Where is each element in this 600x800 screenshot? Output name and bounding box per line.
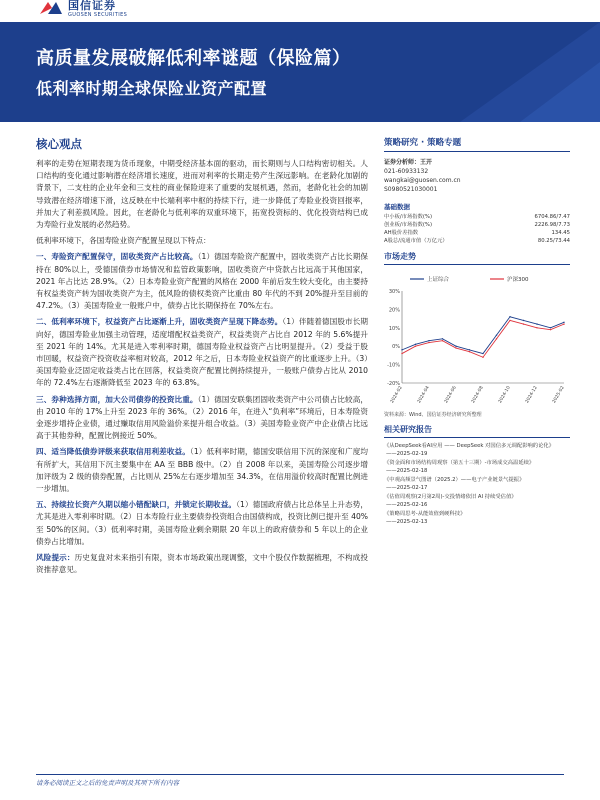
related-report-date: ——2025-02-17 — [386, 485, 428, 491]
data-point — [509, 316, 510, 317]
data-row — [384, 237, 570, 245]
data-point — [428, 340, 429, 341]
top-bar — [0, 0, 600, 22]
data-point — [401, 353, 402, 354]
point-paragraph — [36, 446, 368, 495]
x-tick-label: 2024-08 — [470, 385, 485, 405]
report-subtitle: 低利率时期全球保险业资产配置 — [36, 79, 268, 98]
related-report-link[interactable]: 《估值周观察(2月第2周)-交投情绪依旧 AI 持续受估值》 — [384, 494, 517, 500]
data-point — [469, 351, 470, 352]
brand-logo — [38, 0, 127, 20]
analyst-license: S0980521030001 — [384, 186, 438, 193]
data-point — [415, 344, 416, 345]
legend-label: 沪深300 — [507, 277, 529, 283]
analyst-phone: 021-60933132 — [384, 168, 429, 175]
data-point — [415, 346, 416, 347]
x-tick-label: 2024-04 — [416, 385, 431, 405]
data-point — [550, 327, 551, 328]
section-title: 核心观点 — [36, 137, 82, 151]
data-point — [482, 353, 483, 354]
legend-label: 上证综合 — [427, 277, 450, 283]
analyst-email[interactable]: wangkai@guosen.com.cn — [384, 177, 461, 184]
title-banner — [0, 22, 600, 122]
point-heading: 一、寿险资产配置保守，固收类资产占比较高。 — [36, 252, 198, 262]
data-value: 2226.98/7.73 — [534, 222, 570, 228]
related-report-link[interactable]: 《从DeepSeek看AI应用 —— DeepSeek 对国信多元调配影响的论化》 — [384, 443, 554, 449]
market-trend-chart — [384, 269, 570, 409]
series-line-0 — [402, 317, 564, 354]
related-report-date: ——2025-02-13 — [386, 519, 428, 525]
point-body: （1）低利率时期，德国安联信用下沉的深度和广度均有所扩大，其信用下沉主要集中在 AA 至 BBB 级中。（2）自 2008 年以来，美国寿险公司逐步增加评级为 2 级的债券配置，占比则从 25%左右逐步增加至 34.3%，在信用溢价较高时配置比例进一步增加。 — [36, 447, 368, 494]
data-label: A股总/流通市值（万亿元） — [384, 238, 448, 244]
related-report-link[interactable]: 《策略周思考-从能效值到硬科技》 — [384, 511, 466, 517]
page-footer — [0, 762, 600, 800]
point-heading: 二、低利率环境下，权益资产占比逐渐上升，固收类资产呈现下降态势。 — [36, 317, 283, 327]
related-reports-list — [384, 442, 570, 526]
point-heading: 三、券种选择方面，加大公司债券的投资比重。 — [36, 394, 198, 404]
risk-text: 历史复盘对未来指引有限，资本市场政策出现调整，文中个股仅作数据梳理，不构成投资推荐意见。 — [36, 553, 369, 575]
basic-data-title: 基础数据 — [384, 203, 410, 211]
data-point — [455, 347, 456, 348]
brand-name-cn: 国信证券 — [68, 0, 116, 12]
point-body: （1）德国政府债占比总体呈上升态势，尤其是进入零利率时期。（2）日本寿险行业主要债券投资组合由国债构成，投资比例已提升至 40%至 50%的区间。（3）低利率时期，美国寿险业剩余期限 20 年以上的政府债券和 5 年以上的企业债券占比增加。 — [36, 500, 369, 546]
data-point — [401, 349, 402, 350]
report-type: 策略研究 · 策略专题 — [384, 136, 570, 152]
report-title: 高质量发展破解低利率谜题（保险篇） — [36, 48, 351, 69]
lead-paragraph: 低利率环境下，各国寿险业资产配置呈现以下特点： — [36, 236, 211, 246]
series-line-1 — [402, 320, 564, 357]
point-body: （1）伴随着德国股市长期向好，德国寿险业加强主动管理，适度增配权益类资产，权益类资产占比自 2012 年的 5.6%提升至 2021 年的 14%。尤其是进入零利率时期，德国寿险业权益资产占比明显提升。（2）受益于股市回暖，权益资产投资收益率相对较高，2012 年之后，日本寿险业权益资产的比重逐步上升。（3）美国寿险业泛固定收益类占比在回落，权益类资产配置比例持续提升，一般账户债券占比从 2010 年的 72.4%左右逐渐降低至 2023 年的 63.8%。 — [36, 317, 369, 388]
x-tick-label: 2024-02 — [389, 385, 404, 405]
risk-paragraph — [36, 552, 368, 576]
related-report-date: ——2025-02-19 — [386, 451, 428, 457]
related-reports-title: 相关研究报告 — [384, 424, 570, 438]
data-point — [496, 334, 497, 335]
footer-divider — [36, 774, 564, 775]
data-point — [442, 340, 443, 341]
data-point — [536, 327, 537, 328]
related-report-link[interactable]: 《中观高频景气图谱（2025.2）——电子产业链景气提振》 — [384, 477, 525, 483]
data-point — [550, 329, 551, 330]
banner-decoration — [380, 22, 600, 122]
logo-mark-icon — [38, 0, 64, 16]
data-value: 80.25/73.44 — [537, 238, 570, 244]
y-tick-label: 10% — [388, 325, 400, 332]
chart-svg — [384, 269, 570, 409]
point-body: （1）德国寿险资产配置中，固收类资产占比长期保持在 80%以上，受德国债券市场情况和监管政策影响，固收类资产中贷款占比远高于其他国家，2021 年占比达 28.9%。（2）日本寿险业资产配置的风格在 2000 年前后发生较大变化，由主要持有权益类资产转为国收类资产为主，低风险的债权类资产比重由 80 年代的不到 20%提升至目前的 47.2%。（3）美国寿险业一般账户中，债券占比长期保持在 70%左右。 — [36, 252, 369, 311]
analyst-info — [384, 158, 570, 194]
data-label: AH股价差指数 — [384, 230, 419, 236]
data-row — [384, 221, 570, 229]
data-point — [482, 357, 483, 358]
brand-name-en: GUOSEN SECURITIES — [68, 12, 128, 18]
y-tick-label: -10% — [387, 362, 400, 369]
x-tick-label: 2024-10 — [497, 385, 512, 405]
data-label: 中小板/市场指数(%) — [384, 214, 433, 220]
data-point — [496, 338, 497, 339]
data-point — [536, 323, 537, 324]
related-report-date: ——2025-02-16 — [386, 502, 428, 508]
data-point — [442, 338, 443, 339]
x-tick-label: 2024-06 — [443, 385, 458, 405]
x-tick-label: 2024-12 — [524, 385, 539, 405]
analyst-name: 证券分析师：王开 — [384, 159, 433, 166]
point-paragraph — [36, 316, 368, 389]
sidebar — [384, 136, 570, 527]
disclaimer-text: 请务必阅读正文之后的免责声明及其项下所有内容 — [36, 779, 179, 787]
data-point — [428, 342, 429, 343]
data-point — [509, 320, 510, 321]
risk-label: 风险提示： — [36, 553, 75, 563]
market-trend-title: 市场走势 — [384, 251, 570, 265]
related-report-date: ——2025-02-18 — [386, 468, 428, 474]
y-tick-label: -20% — [387, 381, 400, 387]
point-body: （1）德国安联集团固收类资产中公司债占比较高，由 2010 年的 17%上升至 2023 年的 36%。（2）2016 年，在进入“负利率”环境后，日本寿险资金逐步增持企业债，通过赚取信用风险溢价来提升组合收益。（3）美国寿险业资产中企业债占比远高于其他券种，配置比例接近 50%。 — [36, 394, 369, 441]
data-label: 创业板/市场指数(%) — [384, 222, 433, 228]
data-point — [563, 323, 564, 324]
data-point — [469, 349, 470, 350]
y-tick-label: 0% — [392, 344, 400, 351]
data-point — [523, 320, 524, 321]
data-value: 134.45 — [551, 230, 570, 236]
data-point — [455, 346, 456, 347]
data-row — [384, 229, 570, 237]
chart-source: 资料来源：Wind、国信证券经济研究所整理 — [384, 412, 482, 418]
data-point — [523, 323, 524, 324]
point-paragraph — [36, 499, 368, 548]
data-row — [384, 213, 570, 221]
point-heading: 四、适当降低债券评级来获取信用利差收益。 — [36, 447, 190, 457]
x-tick-label: 2025-02 — [551, 385, 566, 405]
data-point — [563, 322, 564, 323]
intro-paragraph: 利率的走势在短期表现为货币现象，中期受经济基本面的驱动，而长期则与人口结构密切相关。人口结构的变化通过影响潜在经济增长速度，进而对利率的长期走势产生深远影响。在老龄化加剧的背景下，二支柱的企业年金和三支柱的商业保险迎来了重要的发展机遇，然而，老龄化社会的加剧导致潜在经济增速下滑，这反映在中长端利率中枢的持续下行，进一步降低了寿险业投资回报率，并加大了利差损风险。因此，在老龄化与低利率的双重环境下，拓宽投资标的、优化投资结构已成为寿险行业发展的必然趋势。 — [36, 159, 368, 230]
y-tick-label: 30% — [388, 289, 400, 295]
data-value: 6704.86/7.47 — [534, 214, 570, 220]
point-paragraph — [36, 394, 368, 443]
point-heading: 五、持续拉长资产久期以缩小错配缺口，并锁定长期收益。 — [36, 500, 237, 510]
y-tick-label: 20% — [388, 307, 400, 314]
main-content — [36, 136, 368, 581]
related-report-link[interactable]: 《资金面和市场结构周观察（第五十三期）-市场成交高温延续》 — [384, 460, 535, 466]
point-paragraph — [36, 251, 368, 312]
